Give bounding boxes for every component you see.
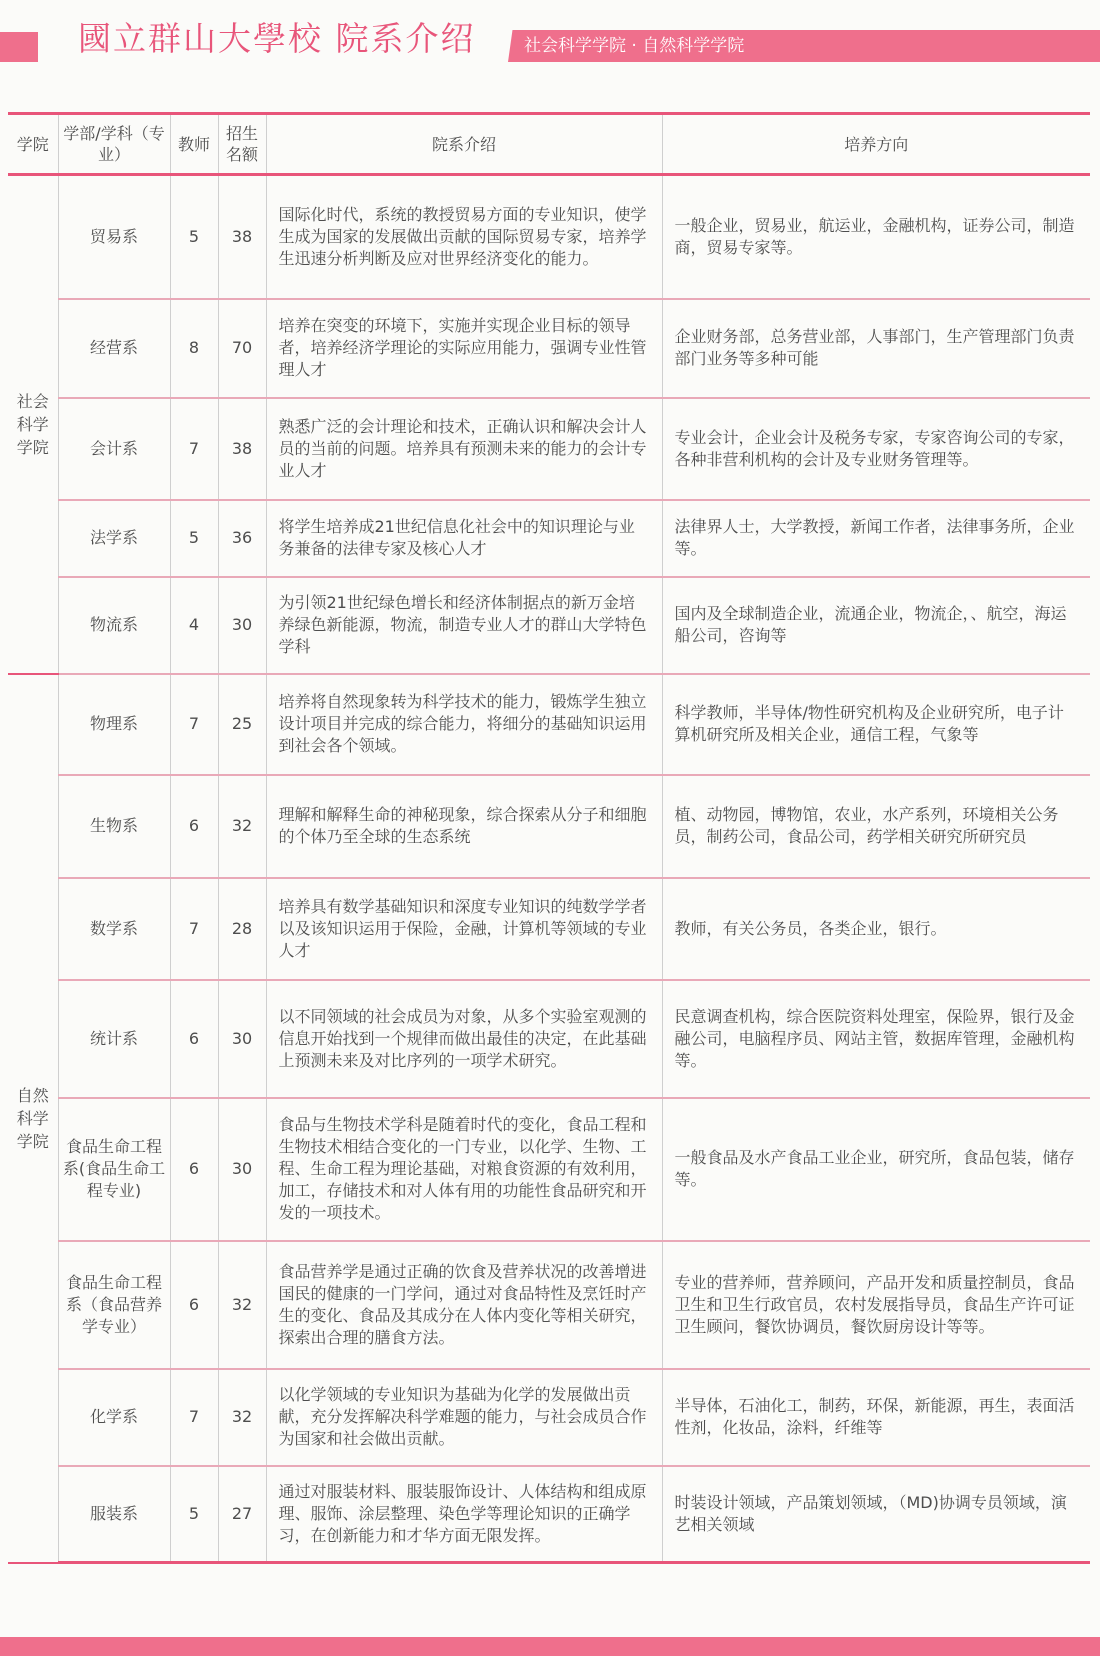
dept-name: 生物系 — [58, 775, 170, 878]
dept-intro: 国际化时代，系统的教授贸易方面的专业知识，使学生成为国家的发展做出贡献的国际贸易专家，培养学生迅速分析判断及应对世界经济变化的能力。 — [266, 175, 662, 299]
career-direction: 时装设计领域，产品策划领域，（MD)协调专员领域，演艺相关领域 — [662, 1466, 1090, 1563]
quota-count: 32 — [218, 1241, 266, 1369]
dept-name: 食品生命工程系(食品生命工程专业) — [58, 1098, 170, 1241]
dept-intro: 通过对服装材料、服装服饰设计、人体结构和组成原理、服饰、涂层整理、染色学等理论知识的正确学习，在创新能力和才华方面无限发挥。 — [266, 1466, 662, 1563]
dept-name: 法学系 — [58, 500, 170, 577]
table-row — [8, 674, 1090, 775]
college-cell-social: 社会科学学院 — [8, 175, 58, 674]
table-row — [8, 500, 1090, 577]
dept-name: 化学系 — [58, 1369, 170, 1466]
dept-intro: 以化学领域的专业知识为基础为化学的发展做出贡献，充分发挥解决科学难题的能力，与社会成员合作为国家和社会做出贡献。 — [266, 1369, 662, 1466]
table-row — [8, 1369, 1090, 1466]
career-direction: 民意调查机构，综合医院资料处理室，保险界，银行及金融公司，电脑程序员、网站主管，数据库管理，金融机构等。 — [662, 980, 1090, 1098]
table-row — [8, 878, 1090, 980]
dept-intro: 培养具有数学基础知识和深度专业知识的纯数学学者以及该知识运用于保险，金融，计算机等领域的专业人才 — [266, 878, 662, 980]
teacher-count: 5 — [170, 175, 218, 299]
teacher-count: 7 — [170, 878, 218, 980]
teacher-count: 5 — [170, 500, 218, 577]
dept-intro: 食品营养学是通过正确的饮食及营养状况的改善增进国民的健康的一门学问，通过对食品特性及烹饪时产生的变化、食品及其成分在人体内变化等相关研究，探索出合理的膳食方法。 — [266, 1241, 662, 1369]
career-direction: 科学教师，半导体/物性研究机构及企业研究所，电子计算机研究所及相关企业，通信工程，气象等 — [662, 674, 1090, 775]
quota-count: 32 — [218, 1369, 266, 1466]
career-direction: 法律界人士，大学教授，新闻工作者，法律事务所，企业等。 — [662, 500, 1090, 577]
career-direction: 国内及全球制造企业，流通企业，物流企，、航空，海运船公司，咨询等 — [662, 577, 1090, 674]
col-college-header: 学院 — [8, 114, 58, 175]
college-cell-natural: 自然科学学院 — [8, 674, 58, 1563]
dept-intro: 培养将自然现象转为科学技术的能力，锻炼学生独立设计项目并完成的综合能力，将细分的基础知识运用到社会各个领域。 — [266, 674, 662, 775]
teacher-count: 4 — [170, 577, 218, 674]
dept-name: 会计系 — [58, 398, 170, 500]
dept-name: 服装系 — [58, 1466, 170, 1563]
table-row — [8, 577, 1090, 674]
quota-count: 38 — [218, 398, 266, 500]
dept-name: 经营系 — [58, 299, 170, 398]
quota-count: 30 — [218, 577, 266, 674]
table-row — [8, 775, 1090, 878]
career-direction: 专业会计，企业会计及税务专家，专家咨询公司的专家，各种非营利机构的会计及专业财务管理等。 — [662, 398, 1090, 500]
dept-intro: 熟悉广泛的会计理论和技术，正确认识和解决会计人员的当前的问题。培养具有预测未来的能力的会计专业人才 — [266, 398, 662, 500]
dept-name: 食品生命工程系（食品营养学专业） — [58, 1241, 170, 1369]
table-row — [8, 175, 1090, 299]
department-table-wrapper — [8, 112, 1090, 1564]
quota-count: 38 — [218, 175, 266, 299]
table-row — [8, 398, 1090, 500]
dept-name: 数学系 — [58, 878, 170, 980]
dept-intro: 理解和解释生命的神秘现象，综合探索从分子和细胞的个体乃至全球的生态系统 — [266, 775, 662, 878]
career-direction: 企业财务部，总务营业部，人事部门，生产管理部门负责部门业务等多种可能 — [662, 299, 1090, 398]
career-direction: 专业的营养师，营养顾问，产品开发和质量控制员，食品卫生和卫生行政官员，农村发展指导员，食品生产许可证卫生顾问，餐饮协调员，餐饮厨房设计等等。 — [662, 1241, 1090, 1369]
table-header-row — [8, 114, 1090, 175]
dept-intro: 以不同领域的社会成员为对象，从多个实验室观测的信息开始找到一个规律而做出最佳的决定，在此基础上预测未来及对比序列的一项学术研究。 — [266, 980, 662, 1098]
dept-name: 物流系 — [58, 577, 170, 674]
quota-count: 27 — [218, 1466, 266, 1563]
table-row — [8, 980, 1090, 1098]
teacher-count: 5 — [170, 1466, 218, 1563]
table-row — [8, 1241, 1090, 1369]
dept-name: 物理系 — [58, 674, 170, 775]
dept-intro: 将学生培养成21世纪信息化社会中的知识理论与业务兼备的法律专家及核心人才 — [266, 500, 662, 577]
footer-accent — [0, 1637, 1100, 1656]
table-row — [8, 299, 1090, 398]
teacher-count: 6 — [170, 775, 218, 878]
career-direction: 植、动物园，博物馆，农业，水产系列，环境相关公务员，制药公司，食品公司，药学相关研究所研究员 — [662, 775, 1090, 878]
col-teachers-header: 教师 — [170, 114, 218, 175]
col-intro-header: 院系介绍 — [266, 114, 662, 175]
teacher-count: 7 — [170, 674, 218, 775]
dept-intro: 为引领21世纪绿色增长和经济体制据点的新万金培养绿色新能源，物流，制造专业人才的群山大学特色学科 — [266, 577, 662, 674]
teacher-count: 7 — [170, 1369, 218, 1466]
quota-count: 36 — [218, 500, 266, 577]
header-accent-left — [0, 32, 38, 62]
col-major-header: 学部/学科（专业） — [58, 114, 170, 175]
teacher-count: 6 — [170, 1241, 218, 1369]
col-quota-header: 招生名额 — [218, 114, 266, 175]
dept-intro: 培养在突变的环境下，实施并实现企业目标的领导者，培养经济学理论的实际应用能力，强调专业性管理人才 — [266, 299, 662, 398]
teacher-count: 6 — [170, 1098, 218, 1241]
dept-intro: 食品与生物技术学科是随着时代的变化，食品工程和生物技术相结合变化的一门专业，以化学、生物、工程、生命工程为理论基础，对粮食资源的有效利用，加工，存储技术和对人体有用的功能性食品研究和开发的一项技术。 — [266, 1098, 662, 1241]
teacher-count: 7 — [170, 398, 218, 500]
teacher-count: 8 — [170, 299, 218, 398]
quota-count: 30 — [218, 980, 266, 1098]
table-row — [8, 1466, 1090, 1563]
career-direction: 一般企业，贸易业，航运业，金融机构，证券公司，制造商，贸易专家等。 — [662, 175, 1090, 299]
department-table — [8, 112, 1090, 1564]
col-direction-header: 培养方向 — [844, 134, 909, 154]
table-row — [8, 1098, 1090, 1241]
quota-count: 25 — [218, 674, 266, 775]
teacher-count: 6 — [170, 980, 218, 1098]
career-direction: 教师，有关公务员，各类企业，银行。 — [662, 878, 1090, 980]
career-direction: 半导体，石油化工，制药，环保，新能源，再生，表面活性剂，化妆品，涂料，纤维等 — [662, 1369, 1090, 1466]
quota-count: 30 — [218, 1098, 266, 1241]
career-direction: 一般食品及水产食品工业企业，研究所，食品包装，储存等。 — [662, 1098, 1090, 1241]
quota-count: 28 — [218, 878, 266, 980]
page-title: 國立群山大學校 院系介绍 — [78, 19, 476, 58]
quota-count: 32 — [218, 775, 266, 878]
quota-count: 70 — [218, 299, 266, 398]
dept-name: 贸易系 — [58, 175, 170, 299]
dept-name: 统计系 — [58, 980, 170, 1098]
page-subtitle: 社会科学学院 · 自然科学学院 — [524, 36, 745, 56]
